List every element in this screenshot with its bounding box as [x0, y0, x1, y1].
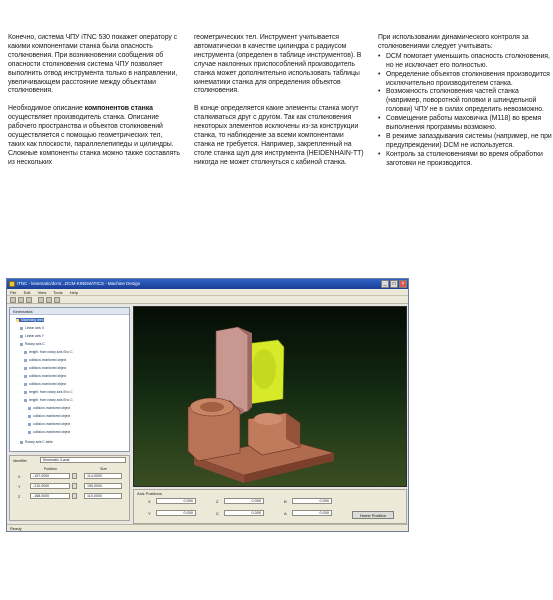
position-header: Position — [44, 467, 57, 471]
bullet-list — [378, 52, 552, 169]
menu-edit[interactable]: Edit — [23, 290, 31, 295]
tree-node[interactable]: collision-monitored object — [28, 430, 70, 434]
tree-node[interactable]: Rotary axis C — [20, 342, 45, 346]
tree-node[interactable]: Linear axis X — [20, 326, 44, 330]
list-item: • Определение объектов столкновения производится исключительно производителем станка. — [378, 71, 553, 89]
bold-term: компонентов станка — [84, 105, 153, 113]
z-label: Z — [18, 495, 21, 499]
paragraph: В конце определяется какие элементы станка могут сталкиваться друг с другом. Так как столкновения некоторых элементов исключены из-за конструкции станка, то наблюдение за всеми компонентами станка не требуется. Например, закрепленный на столе станка щуп для инструмента (HEIDENHAIN-TT) никогда не может столкнуться с кабиной станка. — [194, 105, 364, 166]
axis-b-label: B — [284, 499, 287, 504]
app-icon — [9, 281, 15, 287]
tree-node[interactable]: collision-monitored object — [24, 366, 66, 370]
paragraph: Конечно, система ЧПУ iTNC 530 покажет оператору с какими компонентами станка была опасность столкновения. При возникновении сообщения об опасности столкновения система ЧПУ позволяет выполнить отвод инструмента только в направлении, увеличивающем расстояние между объектами столкновения. — [8, 34, 178, 95]
paragraph: геометрических тел. Инструмент учитывается автоматически в качестве цилиндра с радиусом инструмента (определен в таблице инструментов). В случае наклонных приспособлений производитель станка может дополнительно использовать таблицы кинематики станка для определения объектов столкновения. — [194, 34, 362, 95]
toolbar — [7, 296, 408, 304]
axis-c-label: C — [216, 511, 219, 516]
spin-icon[interactable] — [72, 493, 77, 499]
identifier-label: Identifier — [13, 459, 27, 463]
y-label: Y — [18, 485, 21, 489]
tree-node[interactable]: collision-monitored object — [24, 382, 66, 386]
axis-a-field[interactable]: 0.000 — [292, 510, 332, 516]
menu-tools[interactable]: Tools — [53, 290, 63, 295]
axis-z-field[interactable]: 0.000 — [224, 498, 264, 504]
paragraph-lead: Необходимое описание — [8, 105, 85, 113]
paragraph: При использовании динамического контроля за столкновениями следует учитывать: — [378, 34, 529, 50]
x-label: X — [18, 475, 21, 479]
x-position-field[interactable]: -157.0000 — [30, 473, 70, 479]
axis-y-label: Y — [148, 511, 151, 516]
tree-node[interactable]: Linear axis Y — [20, 334, 44, 338]
identifier-field[interactable]: Kinematic 3-axis — [40, 457, 126, 463]
rotate-icon[interactable] — [46, 297, 52, 303]
window-title: iTNC - kinematic/dcm/...DCM-KINEMATICS - Machine Design — [17, 281, 141, 286]
menu-file[interactable]: File — [10, 290, 17, 295]
axis-a-label: A — [284, 511, 287, 516]
tree-node[interactable]: collision-monitored object — [28, 406, 70, 410]
kinematics-tree[interactable] — [9, 307, 130, 452]
menu-view[interactable]: View — [37, 290, 47, 295]
paragraph — [8, 105, 180, 167]
maximize-button[interactable]: □ — [390, 280, 398, 288]
tree-node[interactable]: length: from rotary axis B to C — [24, 390, 73, 394]
size-header: Size — [100, 467, 107, 471]
z-size-field[interactable]: 110.0000 — [84, 493, 122, 499]
text-column-right — [378, 34, 552, 169]
axis-panel-heading: Axis Positions — [137, 491, 162, 496]
list-item: • Возможность столкновения частей станка (например, поворотной головки и шпиндельной головки) ЧПУ не в силах определить невозможно. — [378, 88, 553, 115]
tree-node[interactable]: length: from rotary axis B to C — [24, 350, 73, 354]
tree-header: Kinematics — [10, 308, 129, 315]
pan-icon[interactable] — [54, 297, 60, 303]
axis-x-field[interactable]: 0.000 — [156, 498, 196, 504]
zoom-icon[interactable] — [38, 297, 44, 303]
menu-help[interactable]: Help — [69, 290, 78, 295]
tree-node[interactable]: collision-monitored object — [24, 374, 66, 378]
list-item: • В режиме запаздывания системы (например, не при предупреждении) DCM не используется. — [378, 133, 553, 151]
properties-panel — [9, 455, 130, 521]
tree-node[interactable]: Machining area — [16, 318, 44, 322]
new-icon[interactable] — [10, 297, 16, 303]
text-column-left — [8, 34, 180, 176]
software-screenshot — [6, 278, 409, 532]
3d-viewport[interactable] — [133, 306, 407, 487]
axis-z-label: Z — [216, 499, 219, 504]
y-size-field[interactable]: 150.0000 — [84, 483, 122, 489]
window-controls — [381, 280, 407, 288]
axis-b-field[interactable]: 0.000 — [292, 498, 332, 504]
save-icon[interactable] — [26, 297, 32, 303]
text-column-middle — [194, 34, 366, 176]
window-titlebar — [7, 279, 408, 289]
axis-x-label: X — [148, 499, 151, 504]
list-item: • DCM помогает уменьшить опасность столкновения, но не исключает его полностью. — [378, 53, 553, 71]
x-size-field[interactable]: 114.0000 — [84, 473, 122, 479]
list-item: • Совмещение работы маховичка (M118) во время выполнения программы возможно. — [378, 115, 553, 133]
axis-c-field[interactable]: 0.000 — [224, 510, 264, 516]
open-icon[interactable] — [18, 297, 24, 303]
axis-y-field[interactable]: 0.000 — [156, 510, 196, 516]
minimize-button[interactable]: _ — [381, 280, 389, 288]
y-position-field[interactable]: -210.0000 — [30, 483, 70, 489]
axis-positions-panel — [133, 489, 407, 524]
spin-icon[interactable] — [72, 473, 77, 479]
tree-node[interactable]: collision-monitored object — [24, 358, 66, 362]
home-position-button[interactable]: Home Position — [352, 511, 394, 519]
machine-model — [134, 307, 408, 488]
tree-node[interactable]: Rotary axis C table — [20, 440, 53, 444]
paragraph-text: осуществляет производитель станка. Описание рабочего пространства и объектов столкновений осуществляется с помощью геометрических тел, таких как плоскости, параллелепипеды и цилиндры. Сложные компоненты станка можно также составлять из нескольких — [8, 114, 180, 166]
menu-bar — [7, 289, 408, 296]
z-position-field[interactable]: -168.0000 — [30, 493, 70, 499]
tree-node[interactable]: length: from rotary axis B to C — [24, 398, 73, 402]
tree-node[interactable]: collision-monitored object — [28, 422, 70, 426]
close-button[interactable]: × — [399, 280, 407, 288]
tree-node[interactable]: collision-monitored object — [28, 414, 70, 418]
spin-icon[interactable] — [72, 483, 77, 489]
status-bar: Ready — [7, 524, 408, 531]
list-item: • Контроль за столкновениями во время обработки заготовки не производится. — [378, 151, 553, 169]
